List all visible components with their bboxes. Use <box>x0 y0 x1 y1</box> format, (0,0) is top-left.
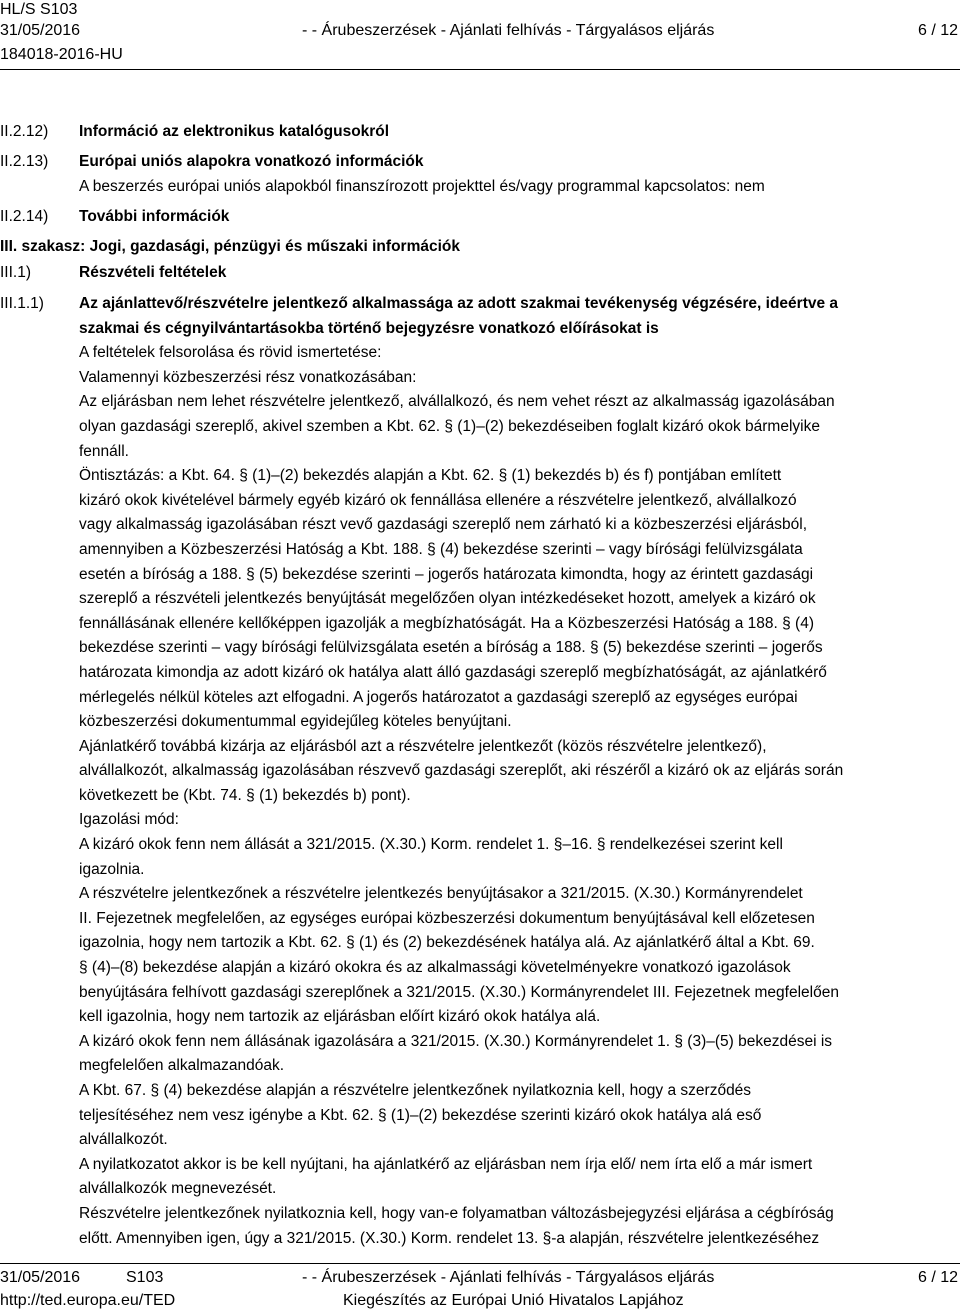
body-line: szakmai és cégnyilvántartásokba történő bejegyzésre vonatkozó előírásokat is <box>79 319 659 337</box>
body-line: teljesítéséhez nem vesz igénybe a Kbt. 62. § (1)–(2) bekezdése szerinti kizáró okok hatálya alá eső <box>79 1106 762 1124</box>
body-line: A Kbt. 67. § (4) bekezdése alapján a részvételre jelentkezőnek nyilatkoznia kell, hogy a szerződés <box>79 1082 752 1099</box>
section-number: II.2.13) <box>0 153 49 170</box>
section-heading: Információ az elektronikus katalógusokról <box>79 123 390 140</box>
section-text: A beszerzés európai uniós alapokból finanszírozott projekttel és/vagy programmal kapcsolatos: nem <box>79 178 765 195</box>
item-body <box>79 292 949 1251</box>
body-line: Öntisztázás: a Kbt. 64. § (1)–(2) bekezdés alapján a Kbt. 62. § (1) bekezdés b) és f) pontjában említett <box>79 467 782 485</box>
body-line: Valamennyi közbeszerzési rész vonatkozásában: <box>79 368 417 386</box>
body-line: megfelelően alkalmazandóak. <box>79 1057 285 1075</box>
body-line: A kizáró okok fenn nem állását a 321/2015. (X.30.) Korm. rendelet 1. §–16. § rendelkezései szerint kell <box>79 836 783 854</box>
body-line: alvállalkozók megnevezését. <box>79 1180 277 1198</box>
body-line: amennyiben a Közbeszerzési Hatóság a Kbt. 188. § (4) bekezdése szerinti – vagy bírósági felülvizsgálata <box>79 540 803 558</box>
section-heading: További információk <box>79 208 230 225</box>
body-line: fennáll. <box>79 442 129 460</box>
body-line: Igazolási mód: <box>79 811 179 829</box>
body-line: A feltételek felsorolása és rövid ismertetése: <box>79 344 382 362</box>
body-line: alvállalkozót, alkalmasság igazolásában részvevő gazdasági szereplőt, aki részéről a kizáró ok az eljárás során <box>79 762 844 780</box>
body-line: közbeszerzési dokumentummal egyidejűleg köteles benyújtani. <box>79 713 512 731</box>
body-line: olyan gazdasági szereplő, akivel szemben a Kbt. 62. § (1)–(2) bekezdéseiben foglalt kizáró okok bármelyike <box>79 417 820 435</box>
body-line: esetén a bíróság a 188. § (5) bekezdése szerinti – jogerős határozata kimondta, hogy az érintett gazdasági <box>79 565 814 583</box>
body-line: A kizáró okok fenn nem állásának igazolására a 321/2015. (X.30.) Kormányrendelet 1. § (3)–(5) bekezdései is <box>79 1032 833 1050</box>
body-line: kell igazolnia, hogy nem tartozik az eljárásban előírt kizáró okok hatálya alá. <box>79 1008 601 1026</box>
header-page-number: 6 / 12 <box>917 22 958 39</box>
footer-series: S103 <box>126 1269 164 1286</box>
section-heading: Európai uniós alapokra vonatkozó információk <box>79 153 424 170</box>
body-line: § (4)–(8) bekezdése alapján a kizáró okokra és az alkalmassági követelményekre vonatkozó igazolások <box>79 959 791 977</box>
part-heading: III. szakasz: Jogi, gazdasági, pénzügyi és műszaki információk <box>0 238 460 255</box>
body-line: mérlegelés nélkül köteles azt elfogadni. A jogerős határozatot a gazdasági szereplő az egységes európai <box>79 688 798 706</box>
header-date: 31/05/2016 <box>0 22 81 39</box>
item-number: III.1.1) <box>0 295 44 312</box>
body-line: Részvételre jelentkezőnek nyilatkoznia kell, hogy van-e folyamatban változásbejegyzési eljárása a cégbíróság <box>79 1204 834 1222</box>
body-line: II. Fejezetnek megfelelően, az egységes európai közbeszerzési dokumentum benyújtásával kell előzetesen <box>79 909 815 927</box>
footer-page-number: 6 / 12 <box>917 1269 958 1286</box>
body-line: A részvételre jelentkezőnek a részvételre jelentkezés benyújtásakor a 321/2015. (X.30.) Kormányrendelet <box>79 885 803 903</box>
header-series: HL/S S103 <box>0 1 78 18</box>
body-line: kizáró okok kivételével bármely egyéb kizáró ok fennállása ellenére a részvételre jelentkező, alvállalkozó <box>79 491 797 509</box>
body-line: Az ajánlattevő/részvételre jelentkező alkalmassága az adott szakmai tevékenység végzésére, ideértve a <box>79 295 839 312</box>
body-line: Ajánlatkérő továbbá kizárja az eljárásból azt a részvételre jelentkezőt (közös részvételre jelentkező), <box>79 737 767 755</box>
subsection-heading: Részvételi feltételek <box>79 264 227 281</box>
body-line: Az eljárásban nem lehet részvételre jelentkező, alvállalkozó, és nem vehet részt az alkalmasság igazolásában <box>79 393 835 411</box>
body-line: igazolnia. <box>79 860 145 878</box>
body-line: vagy alkalmasság igazolásában részt vevő gazdasági szereplő nem zárható ki a közbeszerzési eljárásból, <box>79 516 808 534</box>
body-line: következett be (Kbt. 74. § (1) bekezdés b) pont). <box>79 786 411 804</box>
body-line: határozata kimondja az adott kizáró ok hatálya alatt álló gazdasági szereplő megbízhatóságát, az ajánlatkérő <box>79 663 827 681</box>
header-rule <box>0 69 960 70</box>
footer-date: 31/05/2016 <box>0 1269 81 1286</box>
footer-subtitle: Kiegészítés az Európai Unió Hivatalos Lapjához <box>343 1292 684 1309</box>
footer-title: - - Árubeszerzések - Ajánlati felhívás - Tárgyalásos eljárás <box>302 1269 715 1286</box>
body-line: igazolnia, hogy nem tartozik a Kbt. 62. § (1) és (2) bekezdésének hatálya alá. Az ajánlatkérő által a Kbt. 69. <box>79 934 815 952</box>
body-line: benyújtására felhívott gazdasági szereplőnek a 321/2015. (X.30.) Kormányrendelet III. Fejezetnek megfelelően <box>79 983 839 1001</box>
footer-url-link[interactable]: http://ted.europa.eu/TED <box>0 1292 176 1309</box>
header-title: - - Árubeszerzések - Ajánlati felhívás - Tárgyalásos eljárás <box>302 22 715 39</box>
body-line: bekezdése szerinti – vagy bírósági felülvizsgálata esetén a bíróság a 188. § (5) bekezdése szerinti – jogerős <box>79 639 823 657</box>
section-number: II.2.12) <box>0 123 49 140</box>
footer-rule <box>0 1263 960 1264</box>
section-number: II.2.14) <box>0 208 49 225</box>
header-doc-id: 184018-2016-HU <box>0 46 123 63</box>
body-line: fennállásának ellenére kellőképpen igazolják a megbízhatóságát. Ha a Közbeszerzési Hatóság a 188. § (4) <box>79 614 814 632</box>
body-line: alvállalkozót. <box>79 1131 168 1149</box>
body-line: előtt. Amennyiben igen, úgy a 321/2015. (X.30.) Korm. rendelet 13. §-a alapján, részvételre jelentkezéséhez <box>79 1229 820 1247</box>
subsection-number: III.1) <box>0 264 32 281</box>
body-line: szereplő a részvételi jelentkezés benyújtását megelőzően olyan intézkedéseket hozott, amelyek a kizáró ok <box>79 590 816 608</box>
body-line: A nyilatkozatot akkor is be kell nyújtani, ha ajánlatkérő az eljárásban nem írja elő/ nem írta elő a már ismert <box>79 1155 813 1173</box>
